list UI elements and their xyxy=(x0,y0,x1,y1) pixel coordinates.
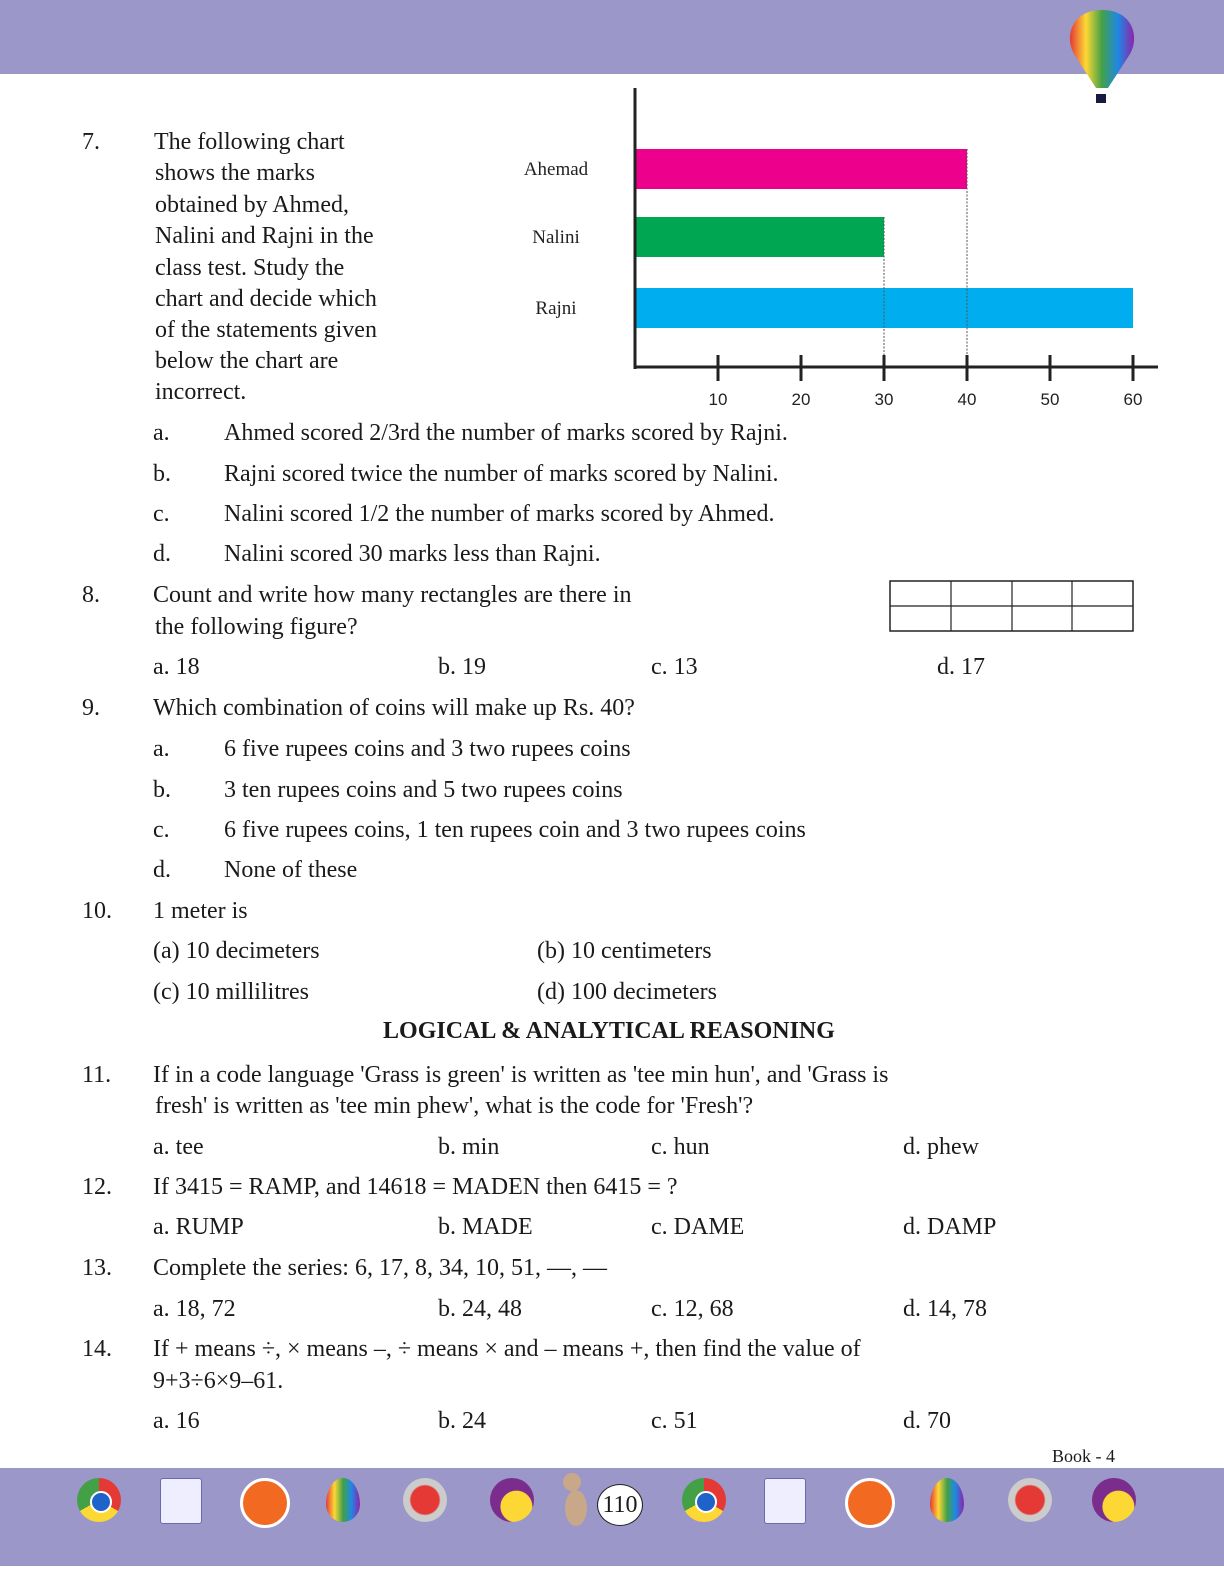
question-number: 9. xyxy=(82,695,100,721)
x-tick-label: 10 xyxy=(708,390,728,409)
hot-air-balloon-icon xyxy=(930,1478,964,1522)
x-tick-label: 50 xyxy=(1040,390,1060,409)
option-letter: c. xyxy=(153,501,170,527)
chrome-icon xyxy=(682,1478,726,1522)
question-line: Count and write how many rectangles are there in xyxy=(153,582,632,608)
option-a: a. RUMP xyxy=(153,1214,244,1240)
option-c: c. hun xyxy=(651,1134,710,1160)
x-tick-label: 40 xyxy=(957,390,977,409)
book-label: Book - 4 xyxy=(1052,1446,1115,1466)
word-icon xyxy=(764,1478,806,1524)
option-letter: d. xyxy=(153,541,171,567)
question-text: Complete the series: 6, 17, 8, 34, 10, 51, —, — xyxy=(153,1255,607,1281)
option-letter: a. xyxy=(153,420,170,446)
section-heading: LOGICAL & ANALYTICAL REASONING xyxy=(383,1018,835,1044)
option-c: c. 13 xyxy=(651,654,698,680)
option-text: Rajni scored twice the number of marks scored by Nalini. xyxy=(224,461,779,487)
question-number: 13. xyxy=(82,1255,112,1281)
question-line: Nalini and Rajni in the xyxy=(155,223,374,249)
option-letter: b. xyxy=(153,461,171,487)
option-a: a. 18, 72 xyxy=(153,1296,236,1322)
marks-bar-chart xyxy=(500,80,1170,420)
question-text: If 3415 = RAMP, and 14618 = MADEN then 6415 = ? xyxy=(153,1174,678,1200)
question-line: fresh' is written as 'tee min phew', what is the code for 'Fresh'? xyxy=(155,1093,754,1119)
option-d: (d) 100 decimeters xyxy=(537,979,717,1005)
x-tick-label: 20 xyxy=(791,390,811,409)
chrome-icon xyxy=(77,1478,121,1522)
question-number: 14. xyxy=(82,1336,112,1362)
option-d: d. 70 xyxy=(903,1408,951,1434)
option-b: (b) 10 centimeters xyxy=(537,938,712,964)
question-number: 8. xyxy=(82,582,100,608)
option-a: a. tee xyxy=(153,1134,204,1160)
option-text: Nalini scored 30 marks less than Rajni. xyxy=(224,541,601,567)
question-text: Which combination of coins will make up Rs. 40? xyxy=(153,695,635,721)
yahoo-messenger-icon xyxy=(490,1478,534,1522)
option-text: Ahmed scored 2/3rd the number of marks scored by Rajni. xyxy=(224,420,788,446)
option-b: b. 24, 48 xyxy=(438,1296,522,1322)
question-line: If in a code language 'Grass is green' is written as 'tee min hun', and 'Grass is xyxy=(153,1062,889,1088)
question-line: If + means ÷, × means –, ÷ means × and – means +, then find the value of xyxy=(153,1336,861,1362)
question-line: the following figure? xyxy=(155,614,358,640)
x-tick-label: 60 xyxy=(1123,390,1143,409)
question-line: obtained by Ahmed, xyxy=(155,192,349,218)
option-a: (a) 10 decimeters xyxy=(153,938,320,964)
rectangle-grid-figure xyxy=(889,580,1135,633)
question-line: shows the marks xyxy=(155,160,315,186)
option-text: None of these xyxy=(224,857,358,883)
question-text: 1 meter is xyxy=(153,898,248,924)
page-number-badge xyxy=(597,1484,643,1526)
option-letter: b. xyxy=(153,777,171,803)
option-d: d. 14, 78 xyxy=(903,1296,987,1322)
word-icon xyxy=(160,1478,202,1524)
option-letter: c. xyxy=(153,817,170,843)
flame-app-icon xyxy=(403,1478,447,1522)
option-letter: d. xyxy=(153,857,171,883)
option-a: a. 16 xyxy=(153,1408,200,1434)
briefcase-icon xyxy=(845,1478,895,1528)
category-label: Ahemad xyxy=(523,159,589,180)
question-line: incorrect. xyxy=(155,379,247,405)
option-a: a. 18 xyxy=(153,654,200,680)
question-line: chart and decide which xyxy=(155,286,377,312)
bar-nalini xyxy=(635,217,884,257)
hot-air-balloon-icon xyxy=(326,1478,360,1522)
question-line: class test. Study the xyxy=(155,255,345,281)
option-d: d. DAMP xyxy=(903,1214,997,1240)
x-tick-label: 30 xyxy=(874,390,894,409)
option-text: Nalini scored 1/2 the number of marks scored by Ahmed. xyxy=(224,501,775,527)
briefcase-icon xyxy=(240,1478,290,1528)
question-line: below the chart are xyxy=(155,348,339,374)
option-text: 6 five rupees coins, 1 ten rupees coin and 3 two rupees coins xyxy=(224,817,806,843)
question-number: 7. xyxy=(82,129,100,155)
question-line: 9+3÷6×9–61. xyxy=(153,1368,284,1394)
option-b: b. MADE xyxy=(438,1214,533,1240)
bar-ahemad xyxy=(635,149,967,189)
option-b: b. 24 xyxy=(438,1408,486,1434)
question-number: 11. xyxy=(82,1062,112,1088)
question-number: 10. xyxy=(82,898,112,924)
question-number: 12. xyxy=(82,1174,112,1200)
option-text: 3 ten rupees coins and 5 two rupees coins xyxy=(224,777,623,803)
page-number: 110 xyxy=(602,1492,638,1518)
option-c: (c) 10 millilitres xyxy=(153,979,309,1005)
option-text: 6 five rupees coins and 3 two rupees coins xyxy=(224,736,631,762)
option-letter: a. xyxy=(153,736,170,762)
category-label: Nalini xyxy=(532,227,580,248)
category-label: Rajni xyxy=(535,298,577,319)
option-d: d. 17 xyxy=(937,654,985,680)
mouse-mascot-icon xyxy=(556,1470,596,1536)
question-line: of the statements given xyxy=(155,317,377,343)
question-line: The following chart xyxy=(154,129,345,155)
header-band xyxy=(0,0,1224,74)
option-c: c. 51 xyxy=(651,1408,698,1434)
option-b: b. 19 xyxy=(438,654,486,680)
yahoo-messenger-icon xyxy=(1092,1478,1136,1522)
flame-app-icon xyxy=(1008,1478,1052,1522)
option-b: b. min xyxy=(438,1134,500,1160)
option-d: d. phew xyxy=(903,1134,979,1160)
option-c: c. 12, 68 xyxy=(651,1296,734,1322)
option-c: c. DAME xyxy=(651,1214,745,1240)
